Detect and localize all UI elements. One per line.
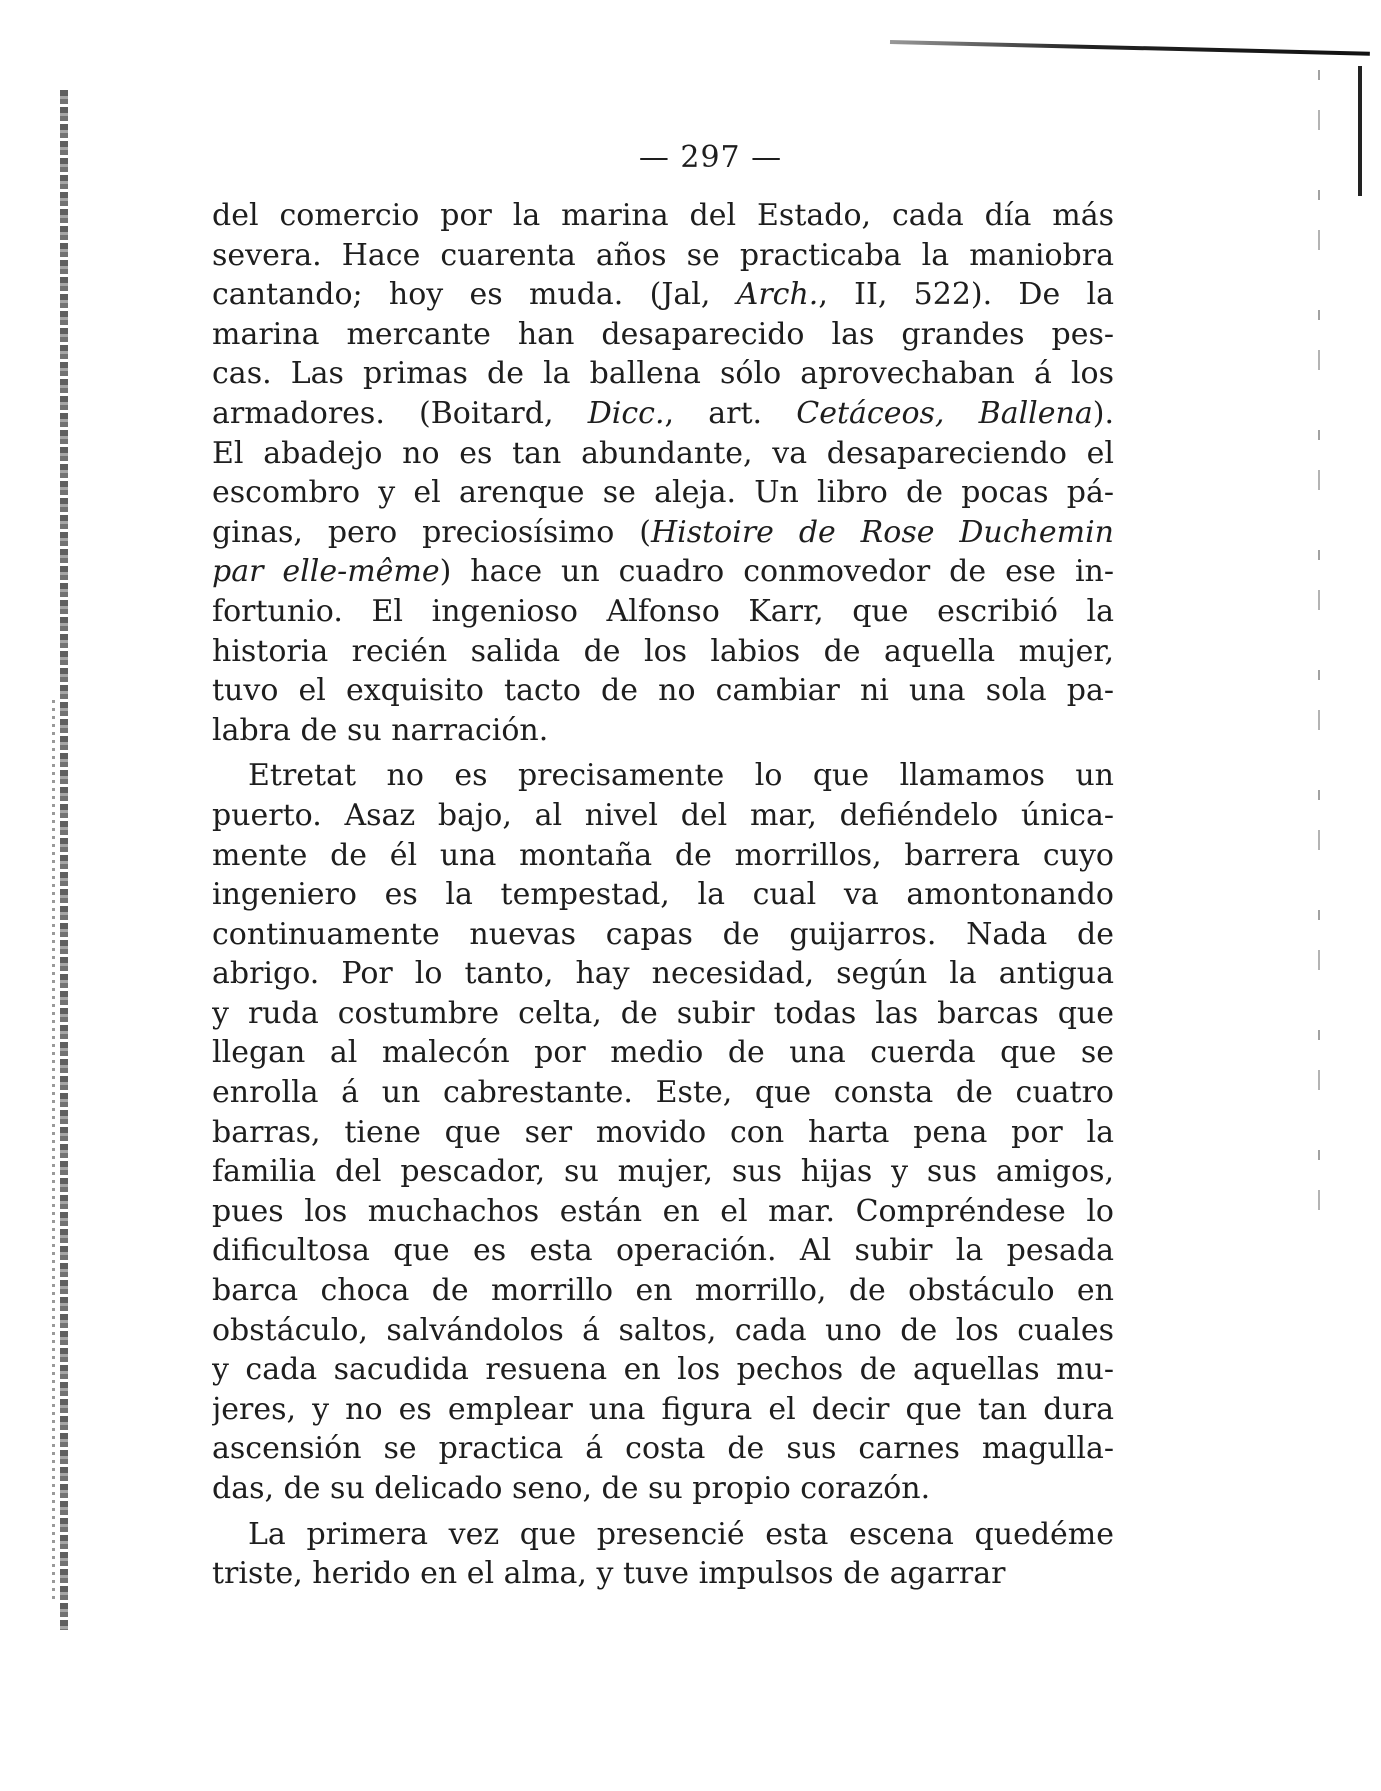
paragraph-container xyxy=(212,196,1114,1594)
text-line: par elle-même) hace un cuadro conmovedor de ese in- xyxy=(212,554,1114,590)
text-line: Etretat no es precisamente lo que llamamos un xyxy=(248,758,1114,794)
text-line: triste, herido en el alma, y tuve impulsos de agarrar xyxy=(212,1556,1006,1592)
scan-edge-right xyxy=(1358,66,1362,196)
text-line: obstáculo, salvándolos á saltos, cada uno de los cuales xyxy=(212,1312,1114,1348)
paragraph xyxy=(212,756,1114,1508)
italic-span: Cetáceos, Ballena xyxy=(796,395,1093,431)
text-line: jeres, y no es emplear una figura el decir que tan dura xyxy=(212,1391,1114,1427)
text-line: barras, tiene que ser movido con harta pena por la xyxy=(212,1114,1114,1150)
page-number: — 297 — xyxy=(638,140,783,175)
paragraph xyxy=(212,1515,1114,1594)
text-line: ascensión se practica á costa de sus carnes magulla- xyxy=(212,1431,1114,1467)
text-line: y ruda costumbre celta, de subir todas las barcas que xyxy=(212,995,1114,1031)
text-line: armadores. (Boitard, Dicc., art. Cetáceos, Ballena). xyxy=(212,395,1114,431)
paragraph xyxy=(212,196,1114,750)
text-line: das, de su delicado seno, de su propio corazón. xyxy=(212,1471,931,1506)
italic-span: par elle-même xyxy=(212,554,440,590)
text-line: mente de él una montaña de morrillos, barrera cuyo xyxy=(212,837,1114,873)
text-line: pues los muchachos están en el mar. Compréndese lo xyxy=(212,1193,1114,1229)
text-line: historia recién salida de los labios de aquella mujer, xyxy=(212,633,1114,669)
text-line: continuamente nuevas capas de guijarros. Nada de xyxy=(212,916,1114,952)
scan-edge-top xyxy=(890,40,1370,56)
text-line: familia del pescador, su mujer, sus hijas y sus amigos, xyxy=(212,1154,1114,1190)
text-line: cantando; hoy es muda. (Jal, Arch., II, 522). De la xyxy=(212,277,1114,313)
italic-span: Dicc. xyxy=(587,395,665,431)
text-line: llegan al malecón por medio de una cuerda que se xyxy=(212,1035,1114,1071)
text-line: marina mercante han desaparecido las grandes pes- xyxy=(212,316,1114,352)
text-line: y cada sacudida resuena en los pechos de aquellas mu- xyxy=(212,1352,1114,1388)
text-line: cas. Las primas de la ballena sólo aprovechaban á los xyxy=(212,356,1114,392)
italic-span: Arch. xyxy=(736,277,819,313)
text-line: del comercio por la marina del Estado, cada día más xyxy=(212,198,1114,233)
text-line: barca choca de morrillo en morrillo, de obstáculo en xyxy=(212,1273,1114,1309)
italic-span: Histoire de Rose Duchemin xyxy=(650,514,1114,550)
scan-edge-left xyxy=(60,90,68,1630)
text-line: enrolla á un cabrestante. Este, que consta de cuatro xyxy=(212,1075,1114,1111)
text-line: fortunio. El ingenioso Alfonso Karr, que escribió la xyxy=(212,593,1114,629)
text-line: ginas, pero preciosísimo (Histoire de Rose Duchemin xyxy=(212,514,1114,550)
text-line: puerto. Asaz bajo, al nivel del mar, defiéndelo única- xyxy=(212,797,1114,833)
text-line: escombro y el arenque se aleja. Un libro de pocas pá- xyxy=(212,475,1114,511)
text-line: El abadejo no es tan abundante, va desapareciendo el xyxy=(212,435,1114,471)
text-line: dificultosa que es esta operación. Al subir la pesada xyxy=(212,1233,1114,1269)
text-line: ingeniero es la tempestad, la cual va amontonando xyxy=(212,877,1114,913)
text-line: labra de su narración. xyxy=(212,712,549,748)
text-line: La primera vez que presencié esta escena quedéme xyxy=(248,1516,1114,1552)
scan-edge-left-thin xyxy=(52,700,55,1600)
text-line: abrigo. Por lo tanto, hay necesidad, según la antigua xyxy=(212,956,1114,992)
text-line: severa. Hace cuarenta años se practicaba la maniobra xyxy=(212,237,1114,273)
text-line: tuvo el exquisito tacto de no cambiar ni una sola pa- xyxy=(212,673,1114,709)
scan-edge-right-faint xyxy=(1318,70,1320,1220)
body-text xyxy=(212,196,1114,1594)
